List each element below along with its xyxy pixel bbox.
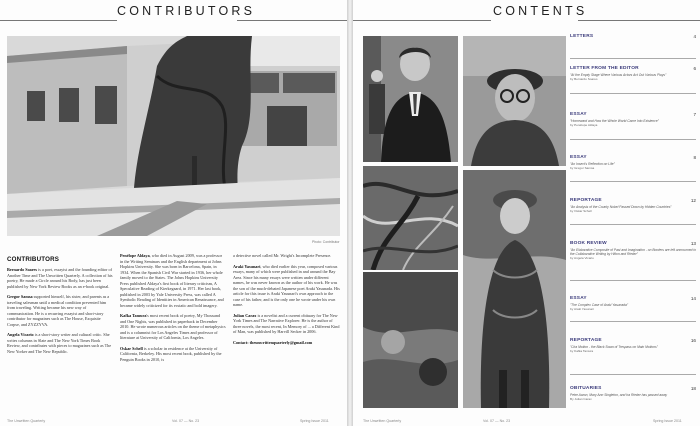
contributors-page bbox=[0, 0, 347, 426]
toc-page-number: 14 bbox=[690, 296, 696, 301]
contributor-name: Bernardo Soares bbox=[7, 267, 38, 272]
elderly-man-illustration bbox=[463, 36, 566, 166]
contributor-bio: is a scholar in residence at the University of California, Berkeley. His most recent book, published by the Penguin Books in 2010, is bbox=[120, 345, 222, 362]
contributor-bio: , who died earlier this year, composed various essays, many of which were published in and around the Bay Area. Since his many essays were written under different names, he was never known as the author of his work. He was the son of the much-debated Japanese poet Araki Yasunada. His article for this issue is Araki Yasunari's own approach to the case of his father, and is the only one he wrote under his own name. bbox=[233, 263, 340, 307]
toc-label: LETTERS bbox=[570, 34, 594, 39]
contributor-bio: is a novelist and a current obituary for The New York Times and The Narrative Explorer. He is the author of three novels, the most recent, In Memory of ... a Different Kind of Man, was published by Harvill Secker in 2006. bbox=[233, 312, 340, 334]
footer-issue: Spring Issue 2011 bbox=[300, 419, 329, 423]
toc-entry-obituaries[interactable] bbox=[570, 386, 696, 401]
header-rule-right bbox=[237, 20, 347, 21]
toc-label: OBITUARIES bbox=[570, 386, 602, 391]
toc-entry-letters[interactable] bbox=[570, 34, 696, 39]
toc-label: LETTER FROM THE EDITOR bbox=[570, 66, 639, 71]
column-3 bbox=[233, 253, 340, 350]
toc-entry-editor-letter[interactable] bbox=[570, 66, 696, 81]
toc-article-title: Peter Aaron, Mary Ann Singleton, and Ira Rieder has passed away bbox=[570, 393, 668, 397]
contributor-name: Kafka Tamura bbox=[120, 313, 147, 318]
toc-byline: by Araki Yasunari bbox=[570, 307, 594, 312]
footer-volume: Vol. 07 — No. 23 bbox=[172, 419, 200, 423]
contributor-name: Julian Carax bbox=[233, 312, 257, 318]
toc-article-title: "The Complex Case of Araki Yasunada" bbox=[570, 303, 628, 307]
contributor-bio: , who died in August 2009, was a professor in the Writing Seminars and the English department at Johns Hopkins University. She was born in Barcelona, Spain, in 1934. When the Spanish Civil War started in 1936, her whole family moved to the States. The Johns Hopkins University Press published Aldaya's first book of literary criticism, A Speculative Reading of Kierkegaard, in 1971. Her last book, published in 2003 by Yale University Press, was called A Symbolic Reading of Identities in American Renaissance, and became widely criticized for its ecstatic and bold imagery. bbox=[120, 253, 224, 308]
foliage-photo bbox=[363, 166, 458, 270]
header-rule-left bbox=[0, 20, 117, 21]
toc-entry-reportage-2[interactable] bbox=[570, 338, 696, 353]
column-1 bbox=[7, 267, 113, 359]
contributor-entry bbox=[120, 253, 226, 308]
toc-label: ESSAY bbox=[570, 155, 587, 160]
toc-article-title: "Homeward and How the Whole World Came Into Existence" bbox=[570, 119, 659, 123]
footer-issue: Spring Issue 2011 bbox=[653, 419, 682, 423]
toc-article-title: "At the Empty Stage Where Various Actors Act Out Various Plays" bbox=[570, 73, 667, 77]
toc-page-number: 6 bbox=[693, 66, 696, 71]
garden-photo bbox=[363, 272, 458, 408]
toc-divider bbox=[570, 374, 696, 375]
portrait-photo-elderly-woman bbox=[463, 170, 566, 408]
contributor-name: Oskar Schell bbox=[120, 345, 143, 351]
toc-divider bbox=[570, 58, 696, 59]
contributor-bio: a detective novel called Mr. Wright's Incomplete Presence. bbox=[233, 253, 332, 258]
contact-line bbox=[233, 340, 340, 346]
toc-byline: by Kafka Tamura bbox=[570, 349, 594, 354]
toc-byline: By Julian Carax bbox=[570, 397, 592, 402]
contributor-bio: supported himself, his sister, and parents as a traveling salesman until a medical condition prevented him from traveling. Writing became his new way of communication. He is a recurring essayist and short-story contributor for magazines such as The House, Exquisite Corpse, and ZYZZYVA. bbox=[7, 294, 110, 327]
contributor-bio: 's most recent book of poetry, My Thousand and One Nights, was published in paperback in December 2010. He wrote numerous articles on the theme of metaphysics and is a columnist for Los Angeles Times and professor of literature at University of California, Los Angeles. bbox=[120, 313, 226, 340]
contributor-name: Araki Yasunari bbox=[233, 263, 261, 269]
contributor-entry bbox=[7, 267, 113, 289]
footer-volume: Vol. 07 — No. 23 bbox=[483, 419, 511, 423]
toc-label: ESSAY bbox=[570, 112, 587, 117]
toc-entry-essay-1[interactable] bbox=[570, 112, 696, 127]
contributor-entry bbox=[120, 313, 226, 341]
header-rule-right bbox=[578, 20, 700, 21]
header-rule-left bbox=[353, 20, 491, 21]
contributor-entry bbox=[233, 313, 340, 335]
toc-page-number: 16 bbox=[690, 338, 696, 343]
toc-page-number: 12 bbox=[690, 198, 696, 203]
footer-publication: The Unwritten Quarterly bbox=[7, 419, 46, 423]
toc-page-number: 18 bbox=[690, 386, 696, 391]
boy-portrait-illustration bbox=[363, 36, 458, 162]
photo-credit: Photo: Contributor bbox=[312, 240, 340, 244]
toc-page-number: 13 bbox=[690, 241, 696, 246]
toc-byline: by Oskar Schell bbox=[570, 209, 592, 214]
toc-article-title: "Cira Motion - the Black Swan of Trespass on Main Motions" bbox=[570, 345, 658, 349]
contributor-bio: is a poet, essayist and the founding editor of Another Time and The Unwritten Quarterly. A collection of his poetry, He made a Circle around his Body, has just been published by New York Review Books as an e-book original. bbox=[7, 267, 113, 289]
toc-article-title: "An Analysis of the County Nobel Passed Down by Hidden Countries" bbox=[570, 205, 672, 209]
toc-entry-book-review[interactable] bbox=[570, 241, 696, 260]
toc-byline: by Gregor Samsa bbox=[570, 166, 595, 171]
contributor-entry bbox=[233, 253, 340, 259]
contributor-entry bbox=[233, 264, 340, 308]
portrait-photo-boy bbox=[363, 36, 458, 162]
contributor-entry bbox=[120, 346, 226, 363]
contributor-name: Penélope Aldaya bbox=[120, 253, 150, 258]
garden-illustration bbox=[363, 272, 458, 408]
footer-publication: The Unwritten Quarterly bbox=[363, 419, 402, 423]
toc-byline: by Bernardo Soares bbox=[570, 77, 598, 82]
contributor-bio: is a short-story writer and cultural critic. She writes columns in Slate and The New York Times Book Review, and contributes with pieces to magazines such as The New Yorker and The New Republic. bbox=[7, 332, 112, 354]
contributor-name: Angela Vicario bbox=[7, 332, 34, 337]
contents-page bbox=[353, 0, 700, 426]
contributor-entry bbox=[7, 294, 113, 327]
elderly-woman-illustration bbox=[463, 170, 566, 408]
toc-article-title: "An Elaborative Composite of Past and Imagination - on Borders are left unmourned in the Collaborative Writing by Hilton and Rieder" bbox=[570, 248, 696, 257]
portrait-photo-elderly-man bbox=[463, 36, 566, 166]
toc-divider bbox=[570, 181, 696, 182]
toc-divider bbox=[570, 321, 696, 322]
toc-article-title: "An Insect's Reflection on Life" bbox=[570, 162, 615, 166]
contributor-name: Gregor Samsa bbox=[7, 294, 33, 299]
toc-label: REPORTAGE bbox=[570, 338, 602, 343]
toc-byline: by Angela Vicario bbox=[570, 256, 594, 261]
toc-divider bbox=[570, 280, 696, 281]
toc-divider bbox=[570, 224, 696, 225]
toc-divider bbox=[570, 93, 696, 94]
toc-divider bbox=[570, 139, 696, 140]
toc-label: ESSAY bbox=[570, 296, 587, 301]
section-heading: CONTRIBUTORS bbox=[7, 256, 60, 263]
building-illustration bbox=[7, 36, 340, 236]
toc-page-number: 7 bbox=[693, 112, 696, 117]
toc-entry-essay-2[interactable] bbox=[570, 155, 696, 170]
toc-page-number: 4 bbox=[693, 34, 696, 39]
foliage-illustration bbox=[363, 166, 458, 270]
column-2 bbox=[120, 253, 226, 367]
contributor-entry bbox=[7, 332, 113, 354]
page-title: CONTRIBUTORS bbox=[117, 4, 256, 18]
toc-page-number: 8 bbox=[693, 155, 696, 160]
toc-entry-essay-3[interactable] bbox=[570, 296, 696, 311]
toc-byline: by Penélope Aldaya bbox=[570, 123, 598, 128]
toc-label: BOOK REVIEW bbox=[570, 241, 607, 246]
building-photo bbox=[7, 36, 340, 236]
toc-entry-reportage-1[interactable] bbox=[570, 198, 696, 213]
toc-label: REPORTAGE bbox=[570, 198, 602, 203]
page-title: CONTENTS bbox=[493, 4, 588, 18]
contact-email: Contact: theunwrittenquarterly@gmail.com bbox=[233, 339, 313, 345]
